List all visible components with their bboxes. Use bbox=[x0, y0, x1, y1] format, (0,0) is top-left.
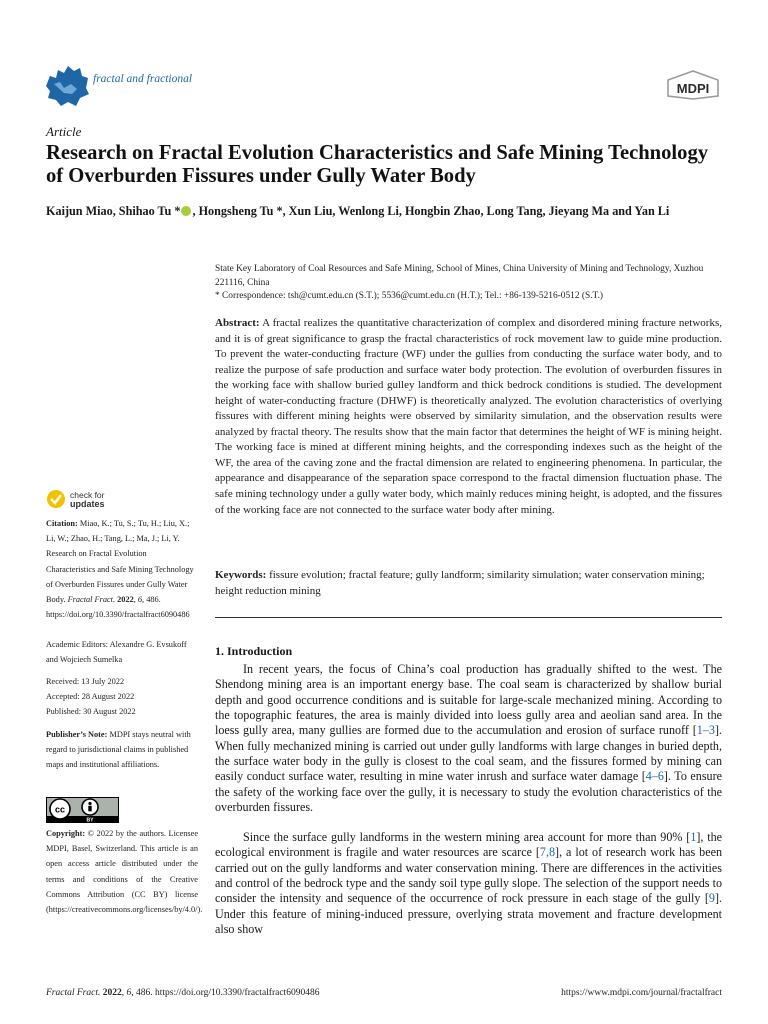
citation-link[interactable]: 9 bbox=[708, 891, 715, 906]
citation-journal: Fractal Fract. bbox=[67, 595, 116, 605]
section-divider bbox=[215, 617, 722, 618]
section-heading-introduction: 1. Introduction bbox=[215, 644, 293, 658]
paragraph-text: In recent years, the focus of China’s coal production has gradually shifted to the west. The Shendong mining area is an important energy base. The coal seam is characterized by shallow burial depth and good occurrence conditions and is suitable for large-scale mechanized mining. According to the topographic features, the area is mainly divided into loess gully area and aeolian sand area. In the loess gully area, many gullies are formed due to the accumulation and erosion of surface runoff [ bbox=[215, 662, 722, 738]
paragraph-text: ]. To ensure the safety of the working face over the gully, it is necessary to study the evolution characteristics of the overburden fissures. bbox=[215, 769, 722, 815]
paragraph-text: ], the ecological environment is fragile and water resources are scarce [ bbox=[215, 830, 722, 860]
paragraph bbox=[215, 830, 722, 937]
keywords-label: Keywords: bbox=[215, 569, 267, 581]
footer-journal: Fractal Fract. bbox=[46, 988, 101, 998]
footer-doi[interactable]: , 486. https://doi.org/10.3390/fractalfract6090486 bbox=[131, 988, 320, 998]
paragraph-text: ], a lot of research work has been carried out on the gully landforms and water conservation mining. There are differences in the activities and control of the bedrock type and the sandy soil type gully slope. The selection of the support needs to consider the intensity and sequence of the occurrence of rock pressure in each stage of the gully [ bbox=[215, 845, 722, 906]
footer-volume: 6 bbox=[126, 988, 132, 998]
footer-journal-url[interactable]: https://www.mdpi.com/journal/fractalfract bbox=[561, 988, 722, 998]
mdpi-logo[interactable] bbox=[664, 70, 722, 100]
copyright-notice bbox=[46, 826, 203, 917]
article-title: Research on Fractal Evolution Characteristics and Safe Mining Technology of Overburden Fissures under Gully Water Body bbox=[46, 142, 709, 187]
paragraph-text: ]. When fully mechanized mining is carried out under gully landforms with large changes in buried depth, the surface water body in the gully is closest to the coal seam, and the fissures formed by mining can easily conduct surface water, resulting in mine water inrush and surface water damage [ bbox=[215, 723, 722, 784]
abstract-label: Abstract: bbox=[215, 317, 260, 329]
check-updates-line2: updates bbox=[70, 499, 105, 509]
footer-year: 2022 bbox=[102, 988, 122, 998]
citation-text: Miao, K.; Tu, S.; Tu, H.; Liu, X.; Li, W.; Zhao, H.; Tang, L.; Ma, J.; Li, Y. Research on Fractal Evolution Characteristics and Safe Mining Technology of Overburden Fissures under Gully Water Body. bbox=[46, 519, 194, 605]
check-updates-icon bbox=[46, 489, 66, 509]
published-date: Published: 30 August 2022 bbox=[46, 707, 136, 716]
citation-link[interactable]: 4–6 bbox=[645, 769, 664, 784]
paragraph-text: ]. Under this feature of mining-induced pressure, overlying strata movement and fracture development also show bbox=[215, 891, 722, 937]
journal-name[interactable]: fractal and fractional bbox=[93, 73, 193, 85]
cc-by-license-badge[interactable] bbox=[46, 797, 119, 823]
article-type: Article bbox=[46, 124, 82, 139]
cc-by-label: BY bbox=[86, 817, 94, 823]
citation-link[interactable]: 1–3 bbox=[696, 723, 715, 738]
citation-block: Citation: Miao, K.; Tu, S.; Tu, H.; Liu, X.; Li, W.; Zhao, H.; Tang, L.; Ma, J.; Li, Y. Research on Fractal Evolution Characteristics and Safe Mining Technology of Overburden Fissures under Gully Water Body. Fractal Fract. 2022, 6, 486. https://doi.org/10.3390/fractalfract6090486 bbox=[46, 519, 194, 620]
paragraph-text: Since the surface gully landforms in the western mining area account for more than 90% [ bbox=[243, 830, 691, 844]
publisher-note bbox=[46, 727, 198, 773]
correspondence: * Correspondence: tsh@cumt.edu.cn (S.T.); 5536@cumt.edu.cn (H.T.); Tel.: +86-139-5216-0512 (S.T.) bbox=[215, 291, 604, 301]
keywords bbox=[215, 568, 722, 599]
abstract-text: A fractal realizes the quantitative characterization of complex and disordered mining fracture networks, and it is of great significance to grasp the fractal characteristics of rock movement law to guide mine production. To prevent the water-conducting fracture (WF) under the gullies from conducting the surface water body, and to realize the purpose of safe production and surface water body protection. The evolution of overburden fissures in the working face with shallow buried gulley landform and thick bedrock conditions is studied. The development height of water-conducting fracture (DHWF) is theoretically analyzed. The evolution characteristics of overlying fissures with different mining heights were observed by similarity simulation, and the observation results were analyzed by fractal theory. The results show that the main factor that determines the height of WF is mining height. The working face is mined at different mining heights, and the corresponding indexes such as the height of the WF, the area of the caving zone and the fractal dimension are related to engineering phenomena. In particular, the appearance and disappearance of the separation space correspond to the fractal dimension fluctuation phase. The safe mining technology under a gully water body, which mainly reduces mining height, is adopted, and the fissures of the working face are not connected to the surface water body after mining. bbox=[215, 317, 722, 516]
footer-citation: Fractal Fract. 2022, 6, 486. https://doi.org/10.3390/fractalfract6090486 bbox=[46, 988, 320, 998]
abstract bbox=[215, 316, 722, 518]
citation-doi[interactable]: , 486. https://doi.org/10.3390/fractalfract6090486 bbox=[46, 595, 190, 620]
accepted-date: Accepted: 28 August 2022 bbox=[46, 692, 135, 701]
publisher-note-text: MDPI stays neutral with regard to jurisdictional claims in published maps and institutional affiliations. bbox=[46, 730, 191, 770]
svg-text:cc: cc bbox=[54, 804, 66, 815]
citation-link[interactable]: 7,8 bbox=[539, 845, 556, 860]
citation-volume: 6 bbox=[137, 595, 143, 605]
citation-label: Citation: bbox=[46, 519, 78, 528]
paragraph bbox=[215, 662, 722, 815]
copyright-label: Copyright: bbox=[46, 829, 86, 838]
authors-rest: , Hongsheng Tu *, Xun Liu, Wenlong Li, Hongbin Zhao, Long Tang, Jieyang Ma and Yan Li bbox=[192, 204, 670, 218]
affiliation: State Key Laboratory of Coal Resources and Safe Mining, School of Mines, China University of Mining and Technology, Xuzhou 221116, China bbox=[215, 264, 704, 288]
mdpi-logo-text: MDPI bbox=[676, 81, 710, 96]
publisher-note-label: Publisher’s Note: bbox=[46, 730, 108, 739]
journal-logo-icon bbox=[44, 60, 90, 108]
check-for-updates-button[interactable] bbox=[46, 488, 126, 514]
citation-year: 2022 bbox=[117, 595, 134, 605]
check-updates-line1: check for bbox=[70, 490, 105, 500]
citation-link[interactable]: 1 bbox=[690, 830, 697, 844]
orcid-icon[interactable] bbox=[181, 206, 191, 216]
academic-editors: Academic Editors: Alexandre G. Evsukoff and Wojciech Sumelka bbox=[46, 640, 187, 665]
received-date: Received: 13 July 2022 bbox=[46, 677, 125, 686]
copyright-text: © 2022 by the authors. Licensee MDPI, Basel, Switzerland. This article is an open access article distributed under the terms and conditions of the Creative Commons Attribution (CC BY) license (https://creativecommons.org/licenses/by/4.0/). bbox=[46, 829, 203, 915]
author-list bbox=[46, 203, 726, 220]
authors-first: Kaijun Miao, Shihao Tu * bbox=[46, 204, 181, 218]
keywords-text: fissure evolution; fractal feature; gully landform; similarity simulation; water conservation mining; height reduction mining bbox=[215, 569, 705, 597]
